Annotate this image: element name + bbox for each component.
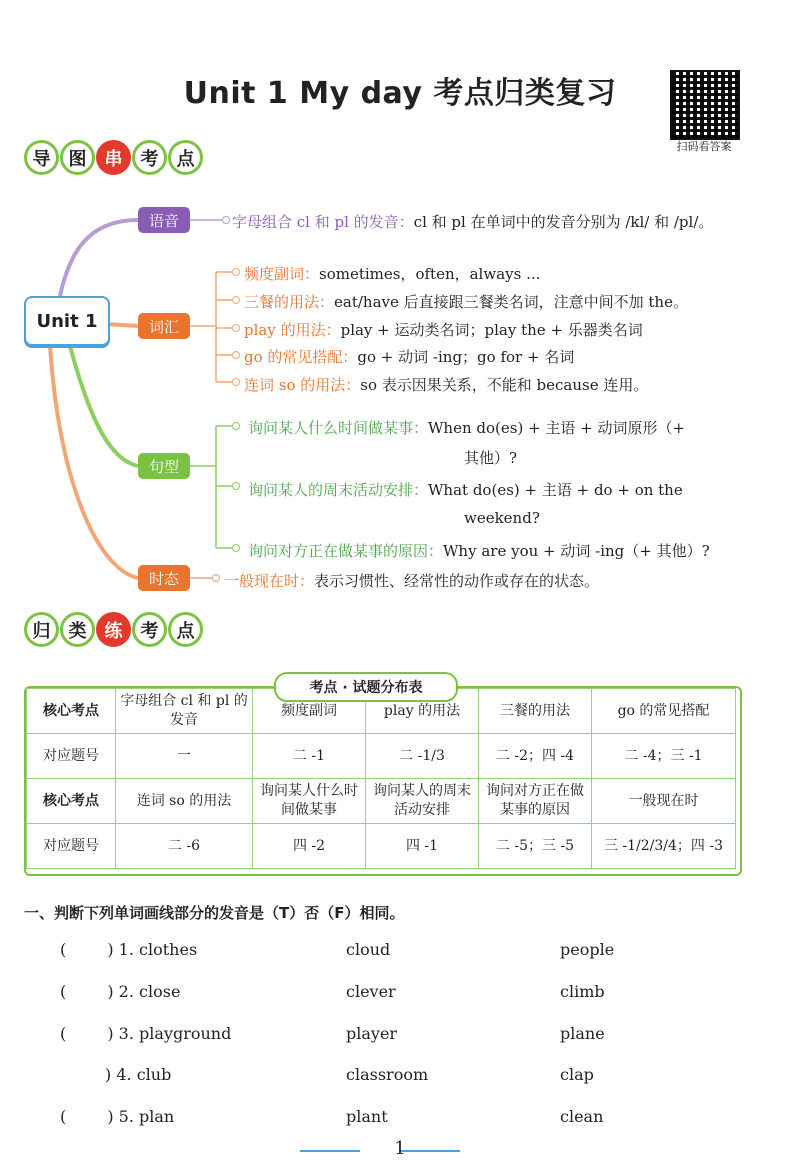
vocab-text: eat/have 后直接跟三餐类名词，注意中间不加 the。 (334, 293, 688, 311)
word: clothes (139, 940, 198, 959)
sentence-text: What do(es) + 主语 + do + on the (428, 481, 683, 499)
table-cell: 三餐的用法 (479, 689, 592, 734)
vocab-text: sometimes，often，always ... (319, 265, 541, 283)
vocab-text: so 表示因果关系，不能和 because 连用。 (360, 376, 649, 394)
table-row (27, 779, 736, 824)
badge-char: 类 (60, 612, 95, 647)
table-row (27, 734, 736, 779)
word: player (346, 1024, 398, 1043)
vocab-text: play + 运动类名词；play the + 乐器类名词 (340, 321, 643, 339)
page-number: 1 (394, 1138, 406, 1159)
table-cell: 核心考点 (27, 689, 116, 734)
word: cloud (346, 940, 391, 959)
table-cell: 三 -1/2/3/4；四 -3 (592, 824, 736, 869)
sentence-line (248, 540, 710, 561)
table-cell: 二 -2；四 -4 (479, 734, 592, 779)
sentence-line (248, 417, 685, 438)
word: clever (346, 982, 396, 1001)
distribution-table (26, 688, 736, 869)
badge-char: 串 (96, 140, 131, 175)
sentence-text: Why are you + 动词 -ing（+ 其他）? (443, 542, 710, 560)
table-row (27, 824, 736, 869)
tense-text: 表示习惯性、经常性的动作或存在的状态。 (314, 572, 600, 590)
tense-label: 一般现在时： (224, 572, 315, 590)
question-item (60, 1065, 171, 1084)
vocab-line (244, 291, 688, 312)
sentence-label: 询问某人的周末活动安排： (248, 481, 429, 499)
table-cell: 一般现在时 (592, 779, 736, 824)
paren: ( (60, 940, 67, 959)
vocab-label: 连词 so 的用法： (244, 376, 361, 394)
table-cell: 对应题号 (27, 734, 116, 779)
vocab-label: play 的用法： (244, 321, 341, 339)
badge-char: 考 (132, 140, 167, 175)
question-item (60, 940, 197, 959)
pron-text: cl 和 pl 在单词中的发音分别为 /kl/ 和 /pl/。 (413, 213, 714, 231)
question-item (60, 1107, 174, 1126)
item-number: ) 1. (107, 940, 134, 959)
table-cell: 二 -4；三 -1 (592, 734, 736, 779)
table-title: 考点 · 试题分布表 (274, 672, 458, 702)
badge-char: 点 (168, 612, 203, 647)
vocab-line (244, 374, 648, 395)
vocab-label: go 的常见搭配： (244, 348, 358, 366)
word: plane (560, 1024, 605, 1043)
badge-char: 点 (168, 140, 203, 175)
table-cell: 核心考点 (27, 779, 116, 824)
badge-char: 考 (132, 612, 167, 647)
qr-code[interactable] (670, 70, 740, 140)
word: club (136, 1065, 172, 1084)
word: clean (560, 1107, 604, 1126)
paren: ( (60, 1107, 67, 1126)
badge-char: 归 (24, 612, 59, 647)
table-cell: 四 -1 (366, 824, 479, 869)
table-cell: 询问某人的周末活动安排 (366, 779, 479, 824)
table-cell: 二 -1 (253, 734, 366, 779)
badge-char: 导 (24, 140, 59, 175)
sentence-label: 询问对方正在做某事的原因： (248, 542, 444, 560)
branch-sentence: 句型 (138, 453, 190, 479)
sentence-text-cont: weekend? (464, 509, 540, 527)
question-item (60, 1024, 231, 1043)
word: people (560, 940, 615, 959)
question-prompt: 一、判断下列单词画线部分的发音是（T）否（F）相同。 (24, 904, 405, 922)
sentence-line (248, 479, 683, 500)
paren: ( (60, 982, 67, 1001)
item-number: ) 4. (105, 1065, 132, 1084)
word: plan (139, 1107, 175, 1126)
table-cell: 二 -6 (116, 824, 253, 869)
table-cell: 四 -2 (253, 824, 366, 869)
pron-line (232, 211, 713, 232)
vocab-line (244, 263, 540, 284)
table-cell: 字母组合 cl 和 pl 的发音 (116, 689, 253, 734)
sentence-text: When do(es) + 主语 + 动词原形（+ (428, 419, 686, 437)
branch-vocabulary: 词汇 (138, 313, 190, 339)
table-cell: 询问对方正在做某事的原因 (479, 779, 592, 824)
table-cell: play 的用法 (366, 689, 479, 734)
word: clap (560, 1065, 594, 1084)
item-number: ) 2. (107, 982, 134, 1001)
table-cell: 连词 so 的用法 (116, 779, 253, 824)
item-number: ) 5. (107, 1107, 134, 1126)
table-cell: 二 -1/3 (366, 734, 479, 779)
table-cell: 二 -5；三 -5 (479, 824, 592, 869)
item-number: ) 3. (107, 1024, 134, 1043)
vocab-label: 三餐的用法： (244, 293, 335, 311)
word: plant (346, 1107, 388, 1126)
word: classroom (346, 1065, 429, 1084)
vocab-line (244, 319, 643, 340)
badge-char: 练 (96, 612, 131, 647)
table-cell: 一 (116, 734, 253, 779)
page-title: Unit 1 My day 考点归类复习 (183, 76, 617, 111)
sentence-label: 询问某人什么时间做某事： (248, 419, 429, 437)
sentence-text-cont: 其他）? (464, 449, 518, 467)
tense-line (224, 570, 599, 591)
mindmap-center: Unit 1 (24, 296, 110, 346)
table-cell: 对应题号 (27, 824, 116, 869)
vocab-text: go + 动词 -ing；go for + 名词 (357, 348, 575, 366)
table-cell: go 的常见搭配 (592, 689, 736, 734)
mindmap-connectors (0, 190, 800, 600)
word: playground (139, 1024, 232, 1043)
branch-tense: 时态 (138, 565, 190, 591)
qr-label: 扫码看答案 (676, 140, 732, 153)
paren: ( (60, 1024, 67, 1043)
table-cell: 频度副词 (253, 689, 366, 734)
section-badge-mindmap (24, 140, 203, 175)
pron-label: 字母组合 cl 和 pl 的发音： (232, 213, 414, 231)
word: climb (560, 982, 605, 1001)
table-cell: 询问某人什么时间做某事 (253, 779, 366, 824)
question-item (60, 982, 180, 1001)
vocab-label: 频度副词： (244, 265, 320, 283)
word: close (139, 982, 181, 1001)
badge-char: 图 (60, 140, 95, 175)
branch-pronunciation: 语音 (138, 207, 190, 233)
section-badge-practice (24, 612, 203, 647)
vocab-line (244, 346, 574, 367)
